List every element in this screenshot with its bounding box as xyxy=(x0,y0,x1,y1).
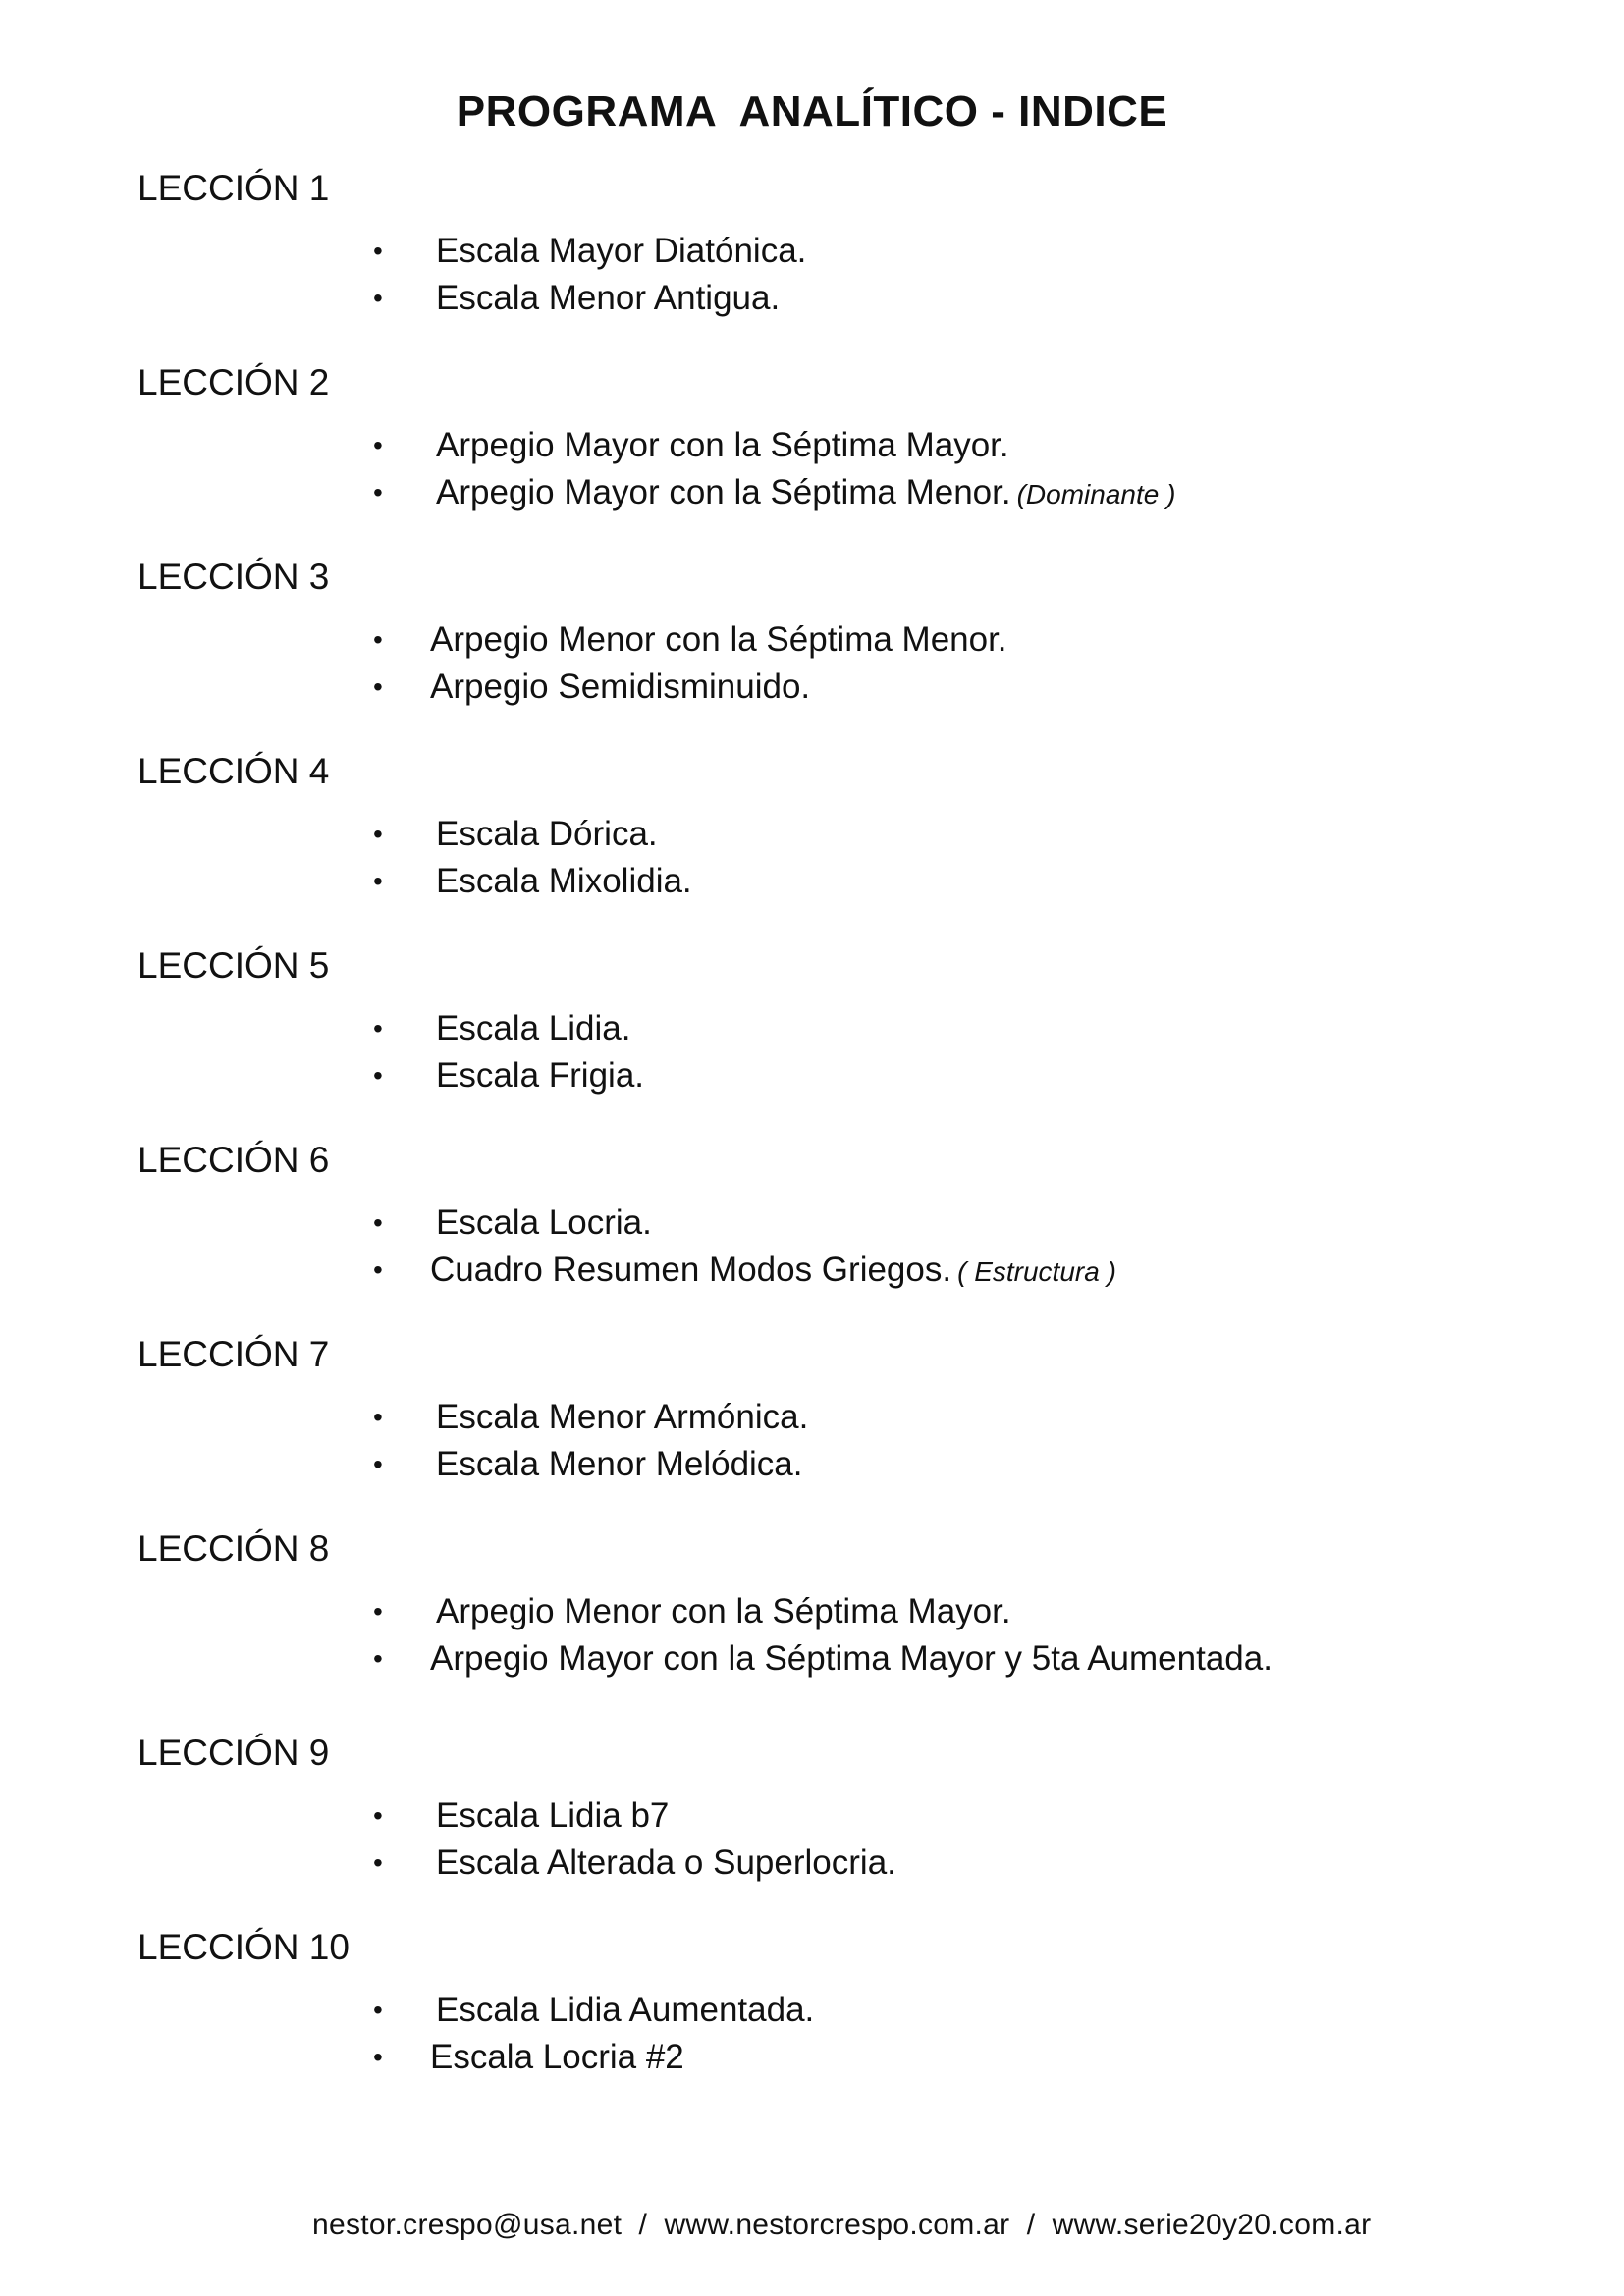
bullet-icon: • xyxy=(373,1402,383,1432)
lesson-heading: LECCIÓN 7 xyxy=(137,1334,330,1374)
list-item xyxy=(137,1247,1492,1294)
item-text: Arpegio Mayor con la Séptima Mayor y 5ta Aumentada. xyxy=(430,1639,1272,1678)
lesson-10 xyxy=(137,1924,1492,2081)
lesson-heading: LECCIÓN 9 xyxy=(137,1733,330,1773)
item-text: Arpegio Menor con la Séptima Mayor. xyxy=(436,1592,1011,1630)
footer-contact: nestor.crespo@usa.net / www.nestorcrespo.com.ar / www.serie20y20.com.ar xyxy=(312,2209,1372,2241)
lesson-items xyxy=(137,811,1492,905)
item-text: Arpegio Menor con la Séptima Menor. xyxy=(430,620,1007,659)
bullet-icon: • xyxy=(373,477,383,507)
bullet-icon: • xyxy=(373,624,383,655)
lesson-items xyxy=(137,1394,1492,1488)
item-text: Escala Lidia. xyxy=(436,1009,631,1047)
item-note: ( Estructura ) xyxy=(957,1256,1116,1287)
lesson-items xyxy=(137,1588,1492,1682)
list-item xyxy=(137,1840,1492,1887)
item-text: Escala Menor Melódica. xyxy=(436,1445,803,1483)
item-text: Arpegio Mayor con la Séptima Menor. xyxy=(436,473,1011,511)
lesson-items xyxy=(137,422,1492,516)
lesson-items xyxy=(137,1792,1492,1887)
item-text: Escala Menor Antigua. xyxy=(436,279,781,317)
lesson-heading: LECCIÓN 1 xyxy=(137,168,330,208)
list-item xyxy=(137,1987,1492,2034)
page-title: PROGRAMA ANALÍTICO - INDICE xyxy=(456,87,1168,136)
list-item xyxy=(137,616,1492,664)
lesson-heading: LECCIÓN 10 xyxy=(137,1927,350,1967)
bullet-icon: • xyxy=(373,1060,383,1091)
lesson-heading: LECCIÓN 2 xyxy=(137,362,330,402)
lesson-items xyxy=(137,228,1492,322)
bullet-icon: • xyxy=(373,1847,383,1878)
list-item xyxy=(137,1394,1492,1441)
item-text: Escala Lidia Aumentada. xyxy=(436,1991,815,2029)
bullet-icon: • xyxy=(373,1255,383,1285)
lesson-9 xyxy=(137,1730,1492,1887)
lesson-6 xyxy=(137,1137,1492,1294)
bullet-icon: • xyxy=(373,236,383,266)
bullet-icon: • xyxy=(373,1449,383,1479)
item-text: Escala Alterada o Superlocria. xyxy=(436,1843,896,1882)
lesson-items xyxy=(137,1987,1492,2081)
bullet-icon: • xyxy=(373,283,383,313)
list-item xyxy=(137,1588,1492,1635)
item-text: Escala Frigia. xyxy=(436,1056,645,1095)
item-note: (Dominante ) xyxy=(1016,479,1176,509)
list-item xyxy=(137,811,1492,858)
list-item xyxy=(137,275,1492,322)
lesson-items xyxy=(137,1200,1492,1294)
list-item xyxy=(137,1200,1492,1247)
bullet-icon: • xyxy=(373,430,383,460)
list-item xyxy=(137,2034,1492,2081)
item-text: Arpegio Semidisminuido. xyxy=(430,667,811,706)
list-item xyxy=(137,469,1492,516)
lesson-5 xyxy=(137,942,1492,1099)
item-text: Escala Locria #2 xyxy=(430,2038,684,2076)
bullet-icon: • xyxy=(373,1643,383,1674)
bullet-icon: • xyxy=(373,1207,383,1238)
lesson-3 xyxy=(137,554,1492,711)
lesson-7 xyxy=(137,1331,1492,1488)
item-text: Escala Locria. xyxy=(436,1203,652,1242)
lesson-8 xyxy=(137,1525,1492,1682)
list-item xyxy=(137,228,1492,275)
bullet-icon: • xyxy=(373,1995,383,2025)
bullet-icon: • xyxy=(373,866,383,896)
item-text: Escala Dórica. xyxy=(436,815,658,853)
bullet-icon: • xyxy=(373,1013,383,1043)
lesson-heading: LECCIÓN 3 xyxy=(137,557,330,597)
list-item xyxy=(137,1635,1492,1682)
item-text-with-note xyxy=(436,469,1175,518)
list-item xyxy=(137,664,1492,711)
item-text: Escala Mayor Diatónica. xyxy=(436,232,807,270)
list-item xyxy=(137,858,1492,905)
bullet-icon: • xyxy=(373,671,383,702)
bullet-icon: • xyxy=(373,1800,383,1831)
item-text: Escala Lidia b7 xyxy=(436,1796,670,1835)
lesson-2 xyxy=(137,359,1492,516)
bullet-icon: • xyxy=(373,1596,383,1627)
list-item xyxy=(137,422,1492,469)
item-text: Escala Mixolidia. xyxy=(436,862,692,900)
item-text: Arpegio Mayor con la Séptima Mayor. xyxy=(436,426,1009,464)
item-text-with-note xyxy=(430,1247,1116,1296)
lesson-heading: LECCIÓN 5 xyxy=(137,945,330,986)
item-text: Cuadro Resumen Modos Griegos. xyxy=(430,1251,952,1289)
list-item xyxy=(137,1792,1492,1840)
lesson-heading: LECCIÓN 6 xyxy=(137,1140,330,1180)
lesson-items xyxy=(137,1005,1492,1099)
bullet-icon: • xyxy=(373,819,383,849)
item-text: Escala Menor Armónica. xyxy=(436,1398,809,1436)
lesson-items xyxy=(137,616,1492,711)
list-item xyxy=(137,1052,1492,1099)
lesson-1 xyxy=(137,165,1492,322)
lesson-4 xyxy=(137,748,1492,905)
bullet-icon: • xyxy=(373,2042,383,2072)
lesson-heading: LECCIÓN 8 xyxy=(137,1528,330,1569)
list-item xyxy=(137,1005,1492,1052)
lesson-heading: LECCIÓN 4 xyxy=(137,751,330,791)
list-item xyxy=(137,1441,1492,1488)
